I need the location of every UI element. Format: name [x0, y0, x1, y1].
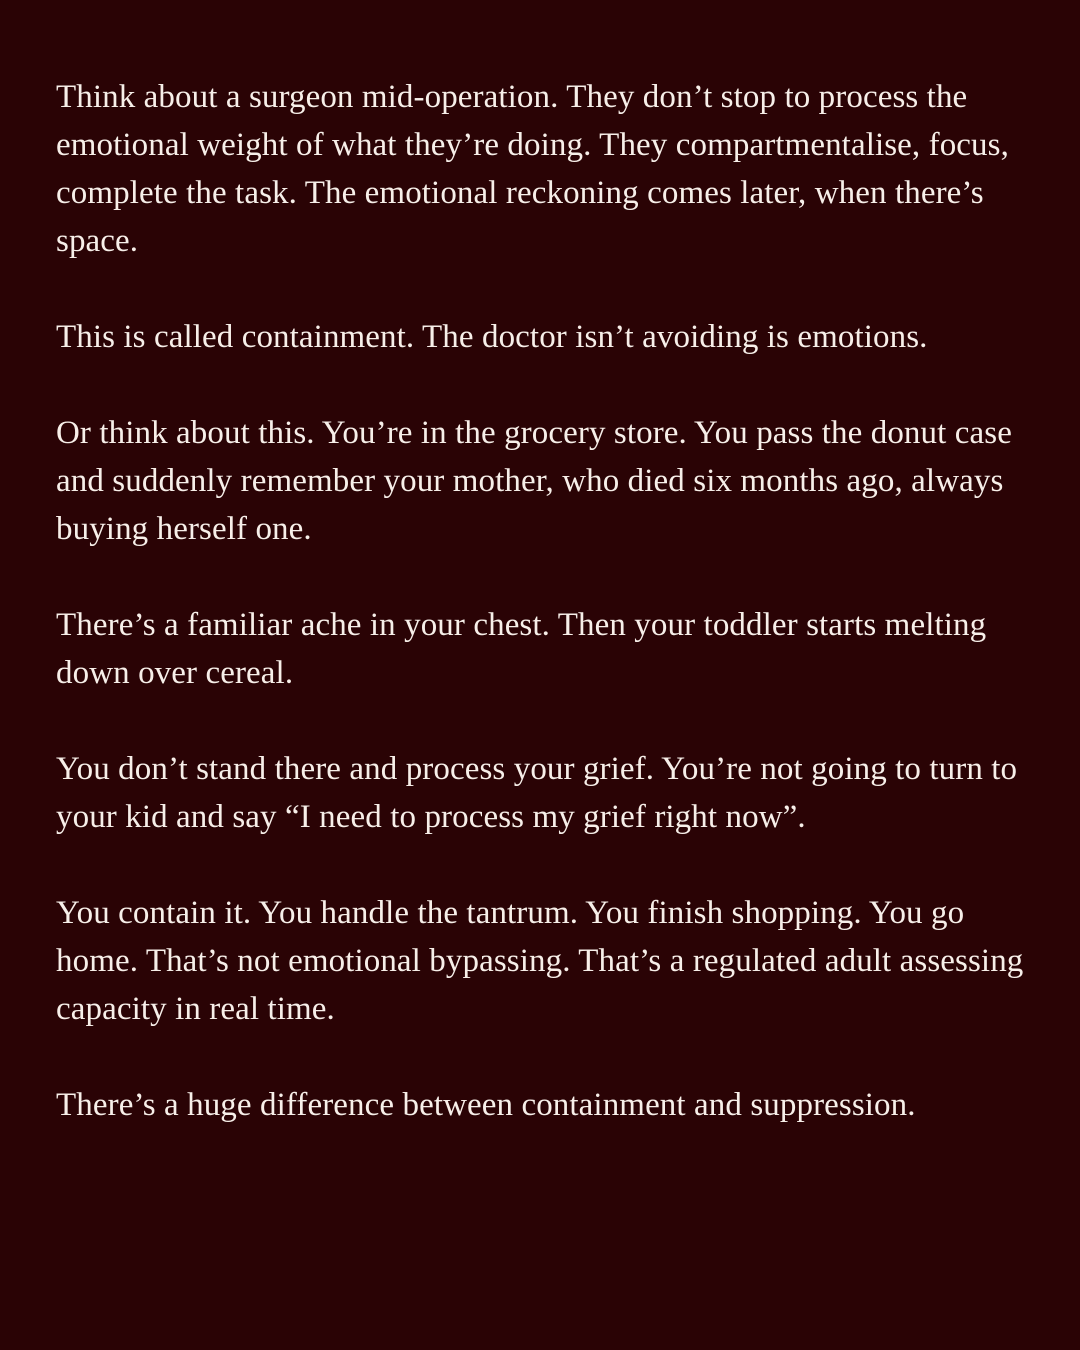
- paragraph-contain-it: You contain it. You handle the tantrum. You finish shopping. You go home. That’s not emotional bypassing. That’s a regulated adult assessing capacity in real time.: [56, 895, 1024, 1027]
- paragraph-surgeon: Think about a surgeon mid-operation. They don’t stop to process the emotional weight of what they’re doing. They compartmentalise, focus, complete the task. The emotional reckoning comes later, when there’s space.: [56, 79, 1009, 259]
- paragraph-grocery-store: Or think about this. You’re in the grocery store. You pass the donut case and suddenly remember your mother, who died six months ago, always buying herself one.: [56, 415, 1012, 547]
- paragraph-toddler: There’s a familiar ache in your chest. Then your toddler starts melting down over cereal.: [56, 607, 987, 691]
- paragraph-grief: You don’t stand there and process your grief. You’re not going to turn to your kid and say “I need to process my grief right now”.: [56, 751, 1018, 835]
- paragraph-conclusion: There’s a huge difference between containment and suppression.: [56, 1087, 916, 1123]
- paragraph-containment-definition: This is called containment. The doctor isn’t avoiding is emotions.: [56, 319, 928, 355]
